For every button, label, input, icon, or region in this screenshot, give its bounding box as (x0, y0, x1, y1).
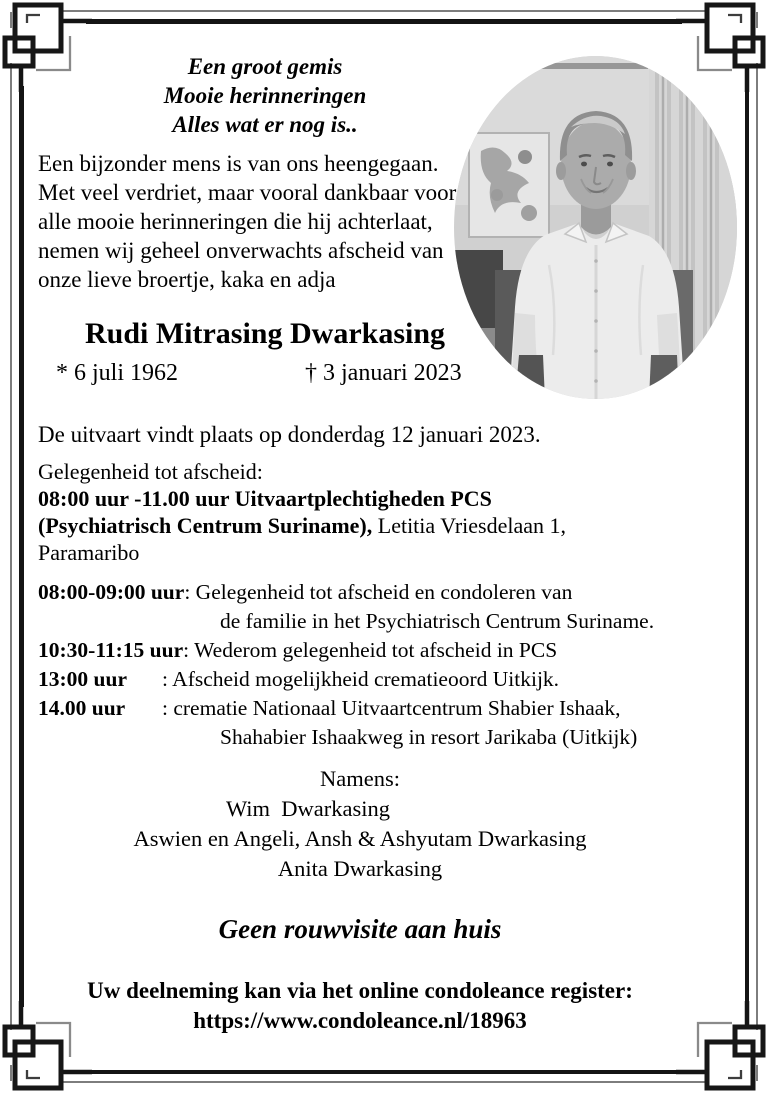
epigraph (72, 52, 458, 139)
intro-line: onze lieve broertje, kaka en adja (38, 267, 336, 292)
intro-paragraph (38, 149, 468, 294)
family-member: Anita Dwarkasing (277, 856, 443, 881)
intro-line: nemen wij geheel onverwachts afscheid van (38, 238, 444, 263)
farewell-heading: Gelegenheid tot afscheid: (38, 459, 263, 484)
no-visits-notice: Geen rouwvisite aan huis (218, 914, 502, 944)
schedule-time: 14.00 uur (38, 696, 126, 720)
farewell-time-location: 08:00 uur -11.00 uur Uitvaartplechtigheden PCS (38, 486, 492, 511)
on-behalf-of-label: Namens: (320, 766, 400, 791)
schedule-desc: : Wederom gelegenheid tot afscheid in PCS (183, 638, 558, 662)
condolence-register-text: Uw deelneming kan via het online condoleance register: (87, 978, 633, 1003)
condolence-section (38, 976, 682, 1036)
schedule-row (38, 694, 738, 723)
farewell-address: (Psychiatrisch Centrum Suriname), Letitia Vriesdelaan 1, (38, 513, 567, 538)
on-behalf-of-section (38, 764, 682, 884)
condolence-url: https://www.condoleance.nl/18963 (193, 1008, 527, 1033)
farewell-city: Paramaribo (38, 540, 140, 565)
schedule-row (38, 636, 738, 665)
family-member: Wim Dwarkasing (225, 796, 391, 821)
schedule-desc: : Gelegenheid tot afscheid en condoleren van (184, 580, 573, 604)
schedule-desc: : Afscheid mogelijkheid crematieoord Uitkijk. (162, 667, 560, 691)
schedule-desc-continuation: Shahabier Ishaakweg in resort Jarikaba (Uitkijk) (220, 725, 638, 749)
epigraph-line: Mooie herinneringen (163, 83, 367, 108)
frame-line (86, 1070, 682, 1075)
schedule-row (38, 665, 738, 694)
card-content (38, 0, 738, 1036)
deceased-name: Rudi Mitrasing Dwarkasing (84, 317, 446, 350)
intro-line: alle mooie herinneringen die hij achterlaat, (38, 209, 433, 234)
funeral-announcement: De uitvaart vindt plaats op donderdag 12 januari 2023. (38, 422, 541, 447)
birth-date: * 6 juli 1962 (56, 360, 179, 386)
schedule-desc-continuation: de familie in het Psychiatrisch Centrum Suriname. (220, 609, 655, 633)
portrait-photo (453, 55, 738, 400)
schedule-time: 13:00 uur (38, 667, 127, 691)
frame-line (86, 1081, 682, 1083)
intro-line: Met veel verdriet, maar vooral dankbaar voor (38, 180, 457, 205)
schedule-time: 08:00-09:00 uur (38, 580, 185, 604)
death-date: † 3 januari 2023 (305, 360, 462, 386)
family-member: Aswien en Angeli, Ansh & Ashyutam Dwarkasing (133, 826, 587, 851)
frame-line (19, 86, 24, 1007)
schedule-time: 10:30-11:15 uur (38, 638, 184, 662)
epigraph-line: Alles wat er nog is.. (172, 112, 358, 137)
schedule-desc: : crematie Nationaal Uitvaartcentrum Shabier Ishaak, (162, 696, 621, 720)
farewell-details (38, 458, 738, 566)
frame-line (756, 86, 758, 1007)
frame-line (745, 86, 750, 1007)
intro-line: Een bijzonder mens is van ons heengegaan. (38, 151, 439, 176)
schedule (38, 578, 738, 752)
epigraph-line: Een groot gemis (187, 54, 343, 79)
header-section (38, 52, 738, 400)
schedule-row (38, 578, 738, 607)
frame-line (10, 86, 12, 1007)
